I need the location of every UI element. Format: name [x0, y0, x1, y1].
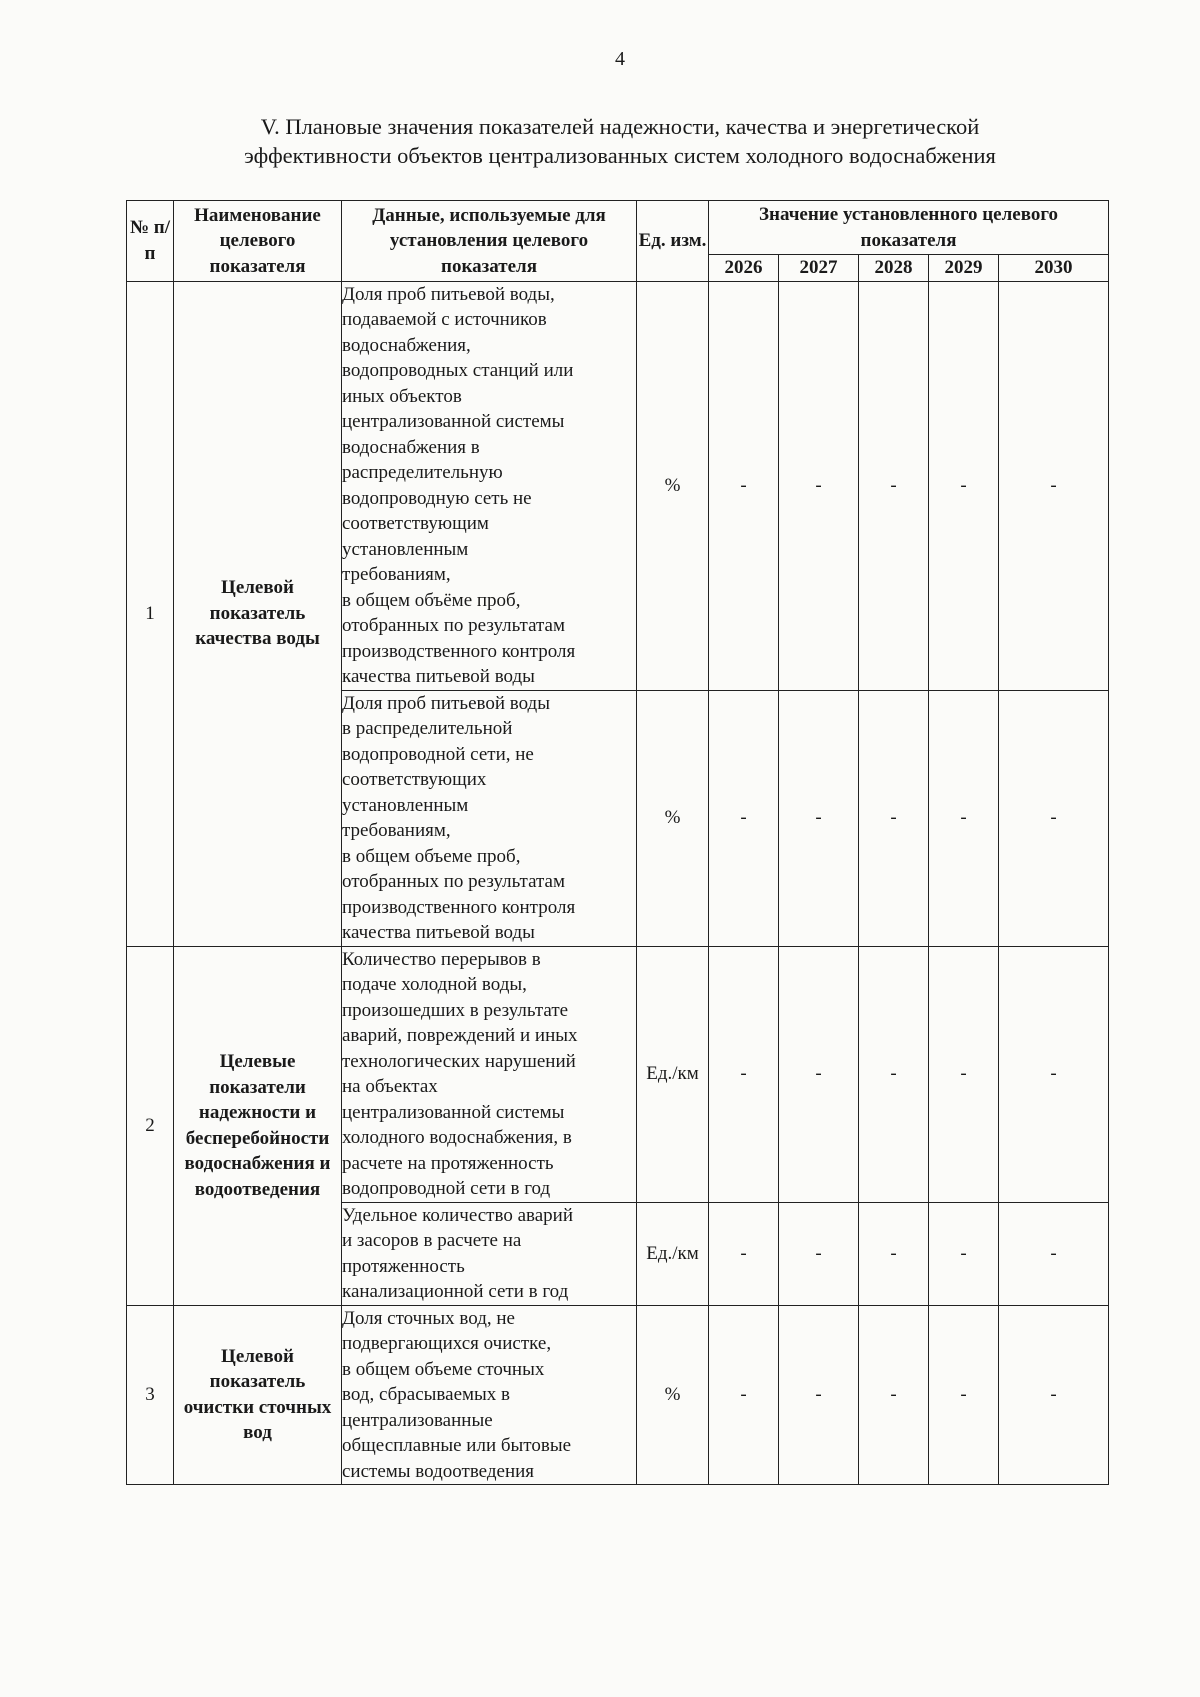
- value-cell: -: [779, 946, 859, 1202]
- description-line: Доля сточных вод, не: [342, 1307, 515, 1329]
- value-cell: -: [859, 1202, 929, 1305]
- description-line: производственного контроля: [342, 640, 576, 662]
- indicator-name: Целевой показатель качества воды: [174, 281, 342, 946]
- description-line: качества питьевой воды: [342, 666, 535, 687]
- value-cell: -: [929, 690, 999, 946]
- value-cell: -: [999, 1305, 1109, 1485]
- value-cell: -: [709, 690, 779, 946]
- value-cell: -: [779, 690, 859, 946]
- description-line: отобранных по результатам: [342, 871, 565, 892]
- description-line: Доля проб питьевой воды,: [342, 283, 555, 305]
- value-cell: -: [999, 1202, 1109, 1305]
- description-line: распределительную: [342, 462, 503, 483]
- description-line: Количество перерывов в: [342, 948, 541, 970]
- description-line: централизованные: [342, 1409, 493, 1431]
- description-line: протяженность: [342, 1255, 465, 1277]
- header-year: 2028: [859, 255, 929, 282]
- indicator-data-description: [342, 1305, 637, 1485]
- indicator-name: Целевой показатель очистки сточных вод: [174, 1305, 342, 1485]
- value-cell: -: [929, 946, 999, 1202]
- description-line: аварий, повреждений и иных: [342, 1025, 578, 1046]
- indicator-name: Целевые показатели надежности и бесперебойности водоснабжения и водоотведения: [174, 946, 342, 1305]
- description-line: на объектах: [342, 1076, 438, 1097]
- description-line: и засоров в расчете на: [342, 1230, 522, 1251]
- value-cell: -: [929, 1305, 999, 1485]
- header-data: Данные, используемые для установления целевого показателя: [342, 201, 637, 282]
- description-line: производственного контроля: [342, 896, 576, 918]
- description-line: подвергающихся очистке,: [342, 1333, 552, 1354]
- value-cell: -: [859, 690, 929, 946]
- value-cell: -: [709, 1305, 779, 1485]
- description-line: соответствующим: [342, 513, 489, 534]
- page-number: 4: [615, 48, 625, 70]
- table-row: [127, 1305, 1109, 1485]
- indicator-data-description: [342, 946, 637, 1202]
- value-cell: -: [779, 1202, 859, 1305]
- description-line: водоснабжения,: [342, 334, 471, 356]
- header-year: 2027: [779, 255, 859, 282]
- indicator-data-description: [342, 1202, 637, 1305]
- description-line: централизованной системы: [342, 411, 565, 432]
- description-line: требованиям,: [342, 820, 451, 841]
- description-line: установленным: [342, 538, 469, 560]
- table-row: [127, 281, 1109, 690]
- description-line: водопроводных станций или: [342, 360, 574, 381]
- value-cell: -: [709, 281, 779, 690]
- description-line: соответствующих: [342, 769, 487, 790]
- value-cell: -: [709, 946, 779, 1202]
- section-heading: [150, 112, 1090, 170]
- description-line: Доля проб питьевой воды: [342, 692, 550, 714]
- description-line: водопроводной сети, не: [342, 743, 534, 765]
- value-cell: -: [859, 1305, 929, 1485]
- description-line: качества питьевой воды: [342, 922, 535, 943]
- description-line: общесплавные или бытовые: [342, 1435, 572, 1456]
- indicator-data-description: [342, 690, 637, 946]
- unit-cell: %: [637, 1305, 709, 1485]
- description-line: отобранных по результатам: [342, 615, 565, 636]
- value-cell: -: [999, 946, 1109, 1202]
- description-line: подаче холодной воды,: [342, 974, 527, 995]
- target-indicators-table: [126, 200, 1109, 1485]
- description-line: в общем объеме сточных: [342, 1358, 545, 1380]
- header-num: № п/п: [127, 201, 174, 282]
- header-year: 2026: [709, 255, 779, 282]
- header-year: 2029: [929, 255, 999, 282]
- description-line: холодного водоснабжения, в: [342, 1127, 572, 1148]
- header-name: Наименование целевого показателя: [174, 201, 342, 282]
- row-number: 1: [127, 281, 174, 946]
- value-cell: -: [709, 1202, 779, 1305]
- description-line: централизованной системы: [342, 1101, 565, 1123]
- description-line: в общем объеме проб,: [342, 845, 521, 867]
- description-line: технологических нарушений: [342, 1050, 576, 1072]
- description-line: требованиям,: [342, 564, 451, 585]
- unit-cell: Ед./км: [637, 946, 709, 1202]
- section-heading-line-2: эффективности объектов централизованных систем холодного водоснабжения: [244, 143, 996, 168]
- header-unit: Ед. изм.: [637, 201, 709, 282]
- value-cell: -: [779, 1305, 859, 1485]
- description-line: произошедших в результате: [342, 999, 569, 1021]
- unit-cell: Ед./км: [637, 1202, 709, 1305]
- unit-cell: %: [637, 690, 709, 946]
- description-line: в распределительной: [342, 718, 513, 739]
- description-line: подаваемой с источников: [342, 309, 547, 330]
- description-line: вод, сбрасываемых в: [342, 1384, 511, 1405]
- description-line: канализационной сети в год: [342, 1281, 569, 1302]
- value-cell: -: [929, 281, 999, 690]
- value-cell: -: [999, 690, 1109, 946]
- row-number: 3: [127, 1305, 174, 1485]
- table-row: [127, 946, 1109, 1202]
- indicator-data-description: [342, 281, 637, 690]
- description-line: системы водоотведения: [342, 1460, 535, 1482]
- unit-cell: %: [637, 281, 709, 690]
- value-cell: -: [859, 946, 929, 1202]
- value-cell: -: [779, 281, 859, 690]
- header-year: 2030: [999, 255, 1109, 282]
- section-heading-line-1: V. Плановые значения показателей надежности, качества и энергетической: [260, 114, 980, 139]
- value-cell: -: [929, 1202, 999, 1305]
- value-cell: -: [859, 281, 929, 690]
- description-line: водоснабжения в: [342, 436, 480, 458]
- description-line: расчете на протяженность: [342, 1152, 554, 1174]
- description-line: водопроводную сеть не: [342, 487, 532, 509]
- description-line: установленным: [342, 794, 469, 816]
- header-value: Значение установленного целевого показателя: [709, 201, 1109, 255]
- value-cell: -: [999, 281, 1109, 690]
- row-number: 2: [127, 946, 174, 1305]
- description-line: иных объектов: [342, 385, 462, 407]
- description-line: водопроводной сети в год: [342, 1178, 551, 1199]
- description-line: Удельное количество аварий: [342, 1204, 573, 1226]
- description-line: в общем объёме проб,: [342, 589, 521, 611]
